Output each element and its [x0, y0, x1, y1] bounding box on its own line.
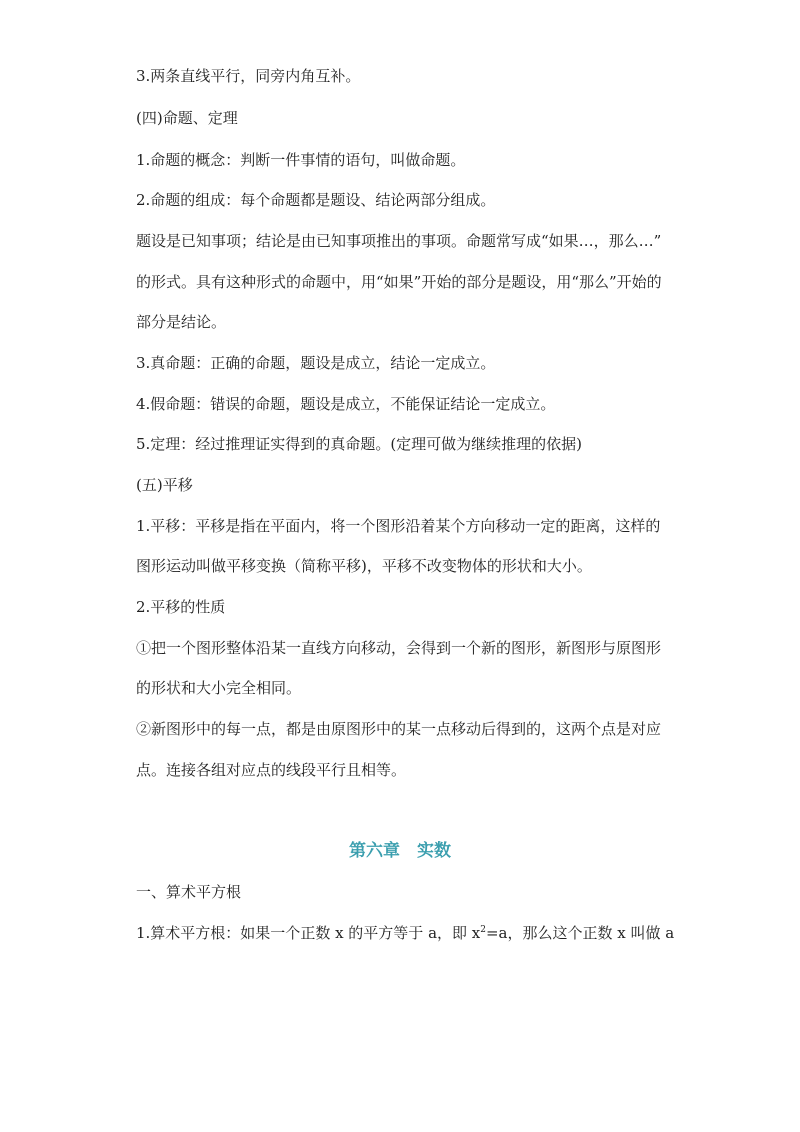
- text-line: 4.假命题：错误的命题，题设是成立，不能保证结论一定成立。: [136, 395, 556, 413]
- text-line: 图形运动叫做平移变换（简称平移)，平移不改变物体的形状和大小。: [136, 557, 592, 575]
- chapter-title: 第六章 实数: [349, 841, 451, 861]
- definition-text-before: 1.算术平方根：如果一个正数 x 的平方等于 a，即 x: [136, 924, 481, 942]
- text-line: 的形式。具有这种形式的命题中，用“如果”开始的部分是题设，用“那么”开始的: [136, 273, 662, 291]
- section-heading-square-root: 一、算术平方根: [136, 883, 242, 901]
- exponent: 2: [480, 925, 486, 935]
- text-line: 1.平移：平移是指在平面内，将一个图形沿着某个方向移动一定的距离，这样的: [136, 517, 661, 535]
- text-line: 3.两条直线平行，同旁内角互补。: [136, 67, 361, 85]
- definition-text-after: =a，那么这个正数 x 叫做 a: [485, 924, 675, 942]
- text-line: 2.平移的性质: [136, 598, 226, 616]
- text-line: 点。连接各组对应点的线段平行且相等。: [136, 761, 407, 779]
- text-line: 2.命题的组成：每个命题都是题设、结论两部分组成。: [136, 191, 496, 209]
- text-line: 题设是已知事项；结论是由已知事项推出的事项。命题常写成“如果…，那么…”: [136, 232, 662, 250]
- definition-line: [136, 923, 674, 943]
- text-line: 部分是结论。: [136, 313, 227, 331]
- text-line: 1.命题的概念：判断一件事情的语句，叫做命题。: [136, 151, 466, 169]
- section-heading-propositions: (四)命题、定理: [136, 109, 238, 127]
- text-line: 的形状和大小完全相同。: [136, 679, 302, 697]
- text-line: ②新图形中的每一点，都是由原图形中的某一点移动后得到的，这两个点是对应: [136, 720, 662, 738]
- section-heading-translation: (五)平移: [136, 476, 193, 494]
- text-line: 3.真命题：正确的命题，题设是成立，结论一定成立。: [136, 354, 496, 372]
- text-line: 5.定理：经过推理证实得到的真命题。(定理可做为继续推理的依据): [136, 435, 583, 453]
- text-line: ①把一个图形整体沿某一直线方向移动，会得到一个新的图形，新图形与原图形: [136, 639, 662, 657]
